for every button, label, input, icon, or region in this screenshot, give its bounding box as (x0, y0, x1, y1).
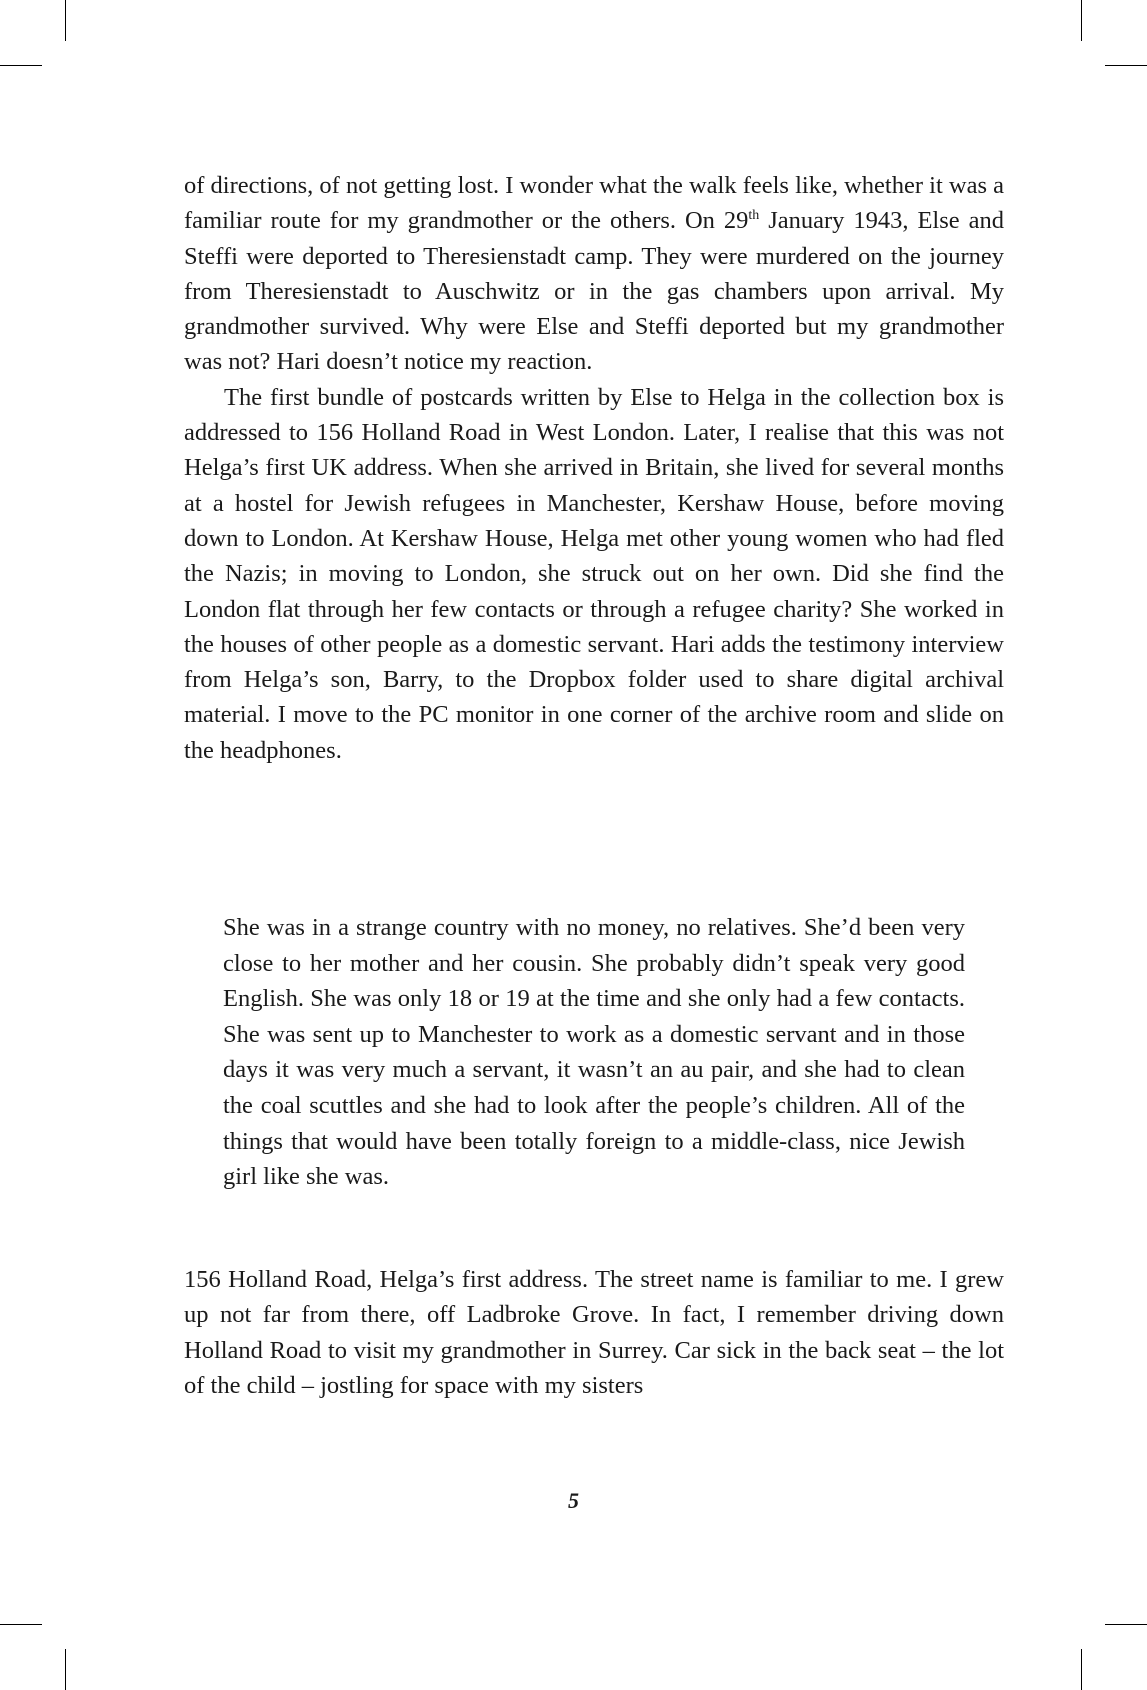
crop-mark-top-left-horizontal (0, 65, 42, 66)
paragraph-2: The first bundle of postcards written by Else to Helga in the collection box is addressed to 156 Holland Road in West London. Later, I realise that this was not Helga’s first UK address. When she arrived in Britain, she lived for several months at a hostel for Jewish refugees in Manchester, Kershaw House, before moving down to London. At Kershaw House, Helga met other young women who had fled the Nazis; in moving to London, she struck out on her own. Did she find the London flat through her few contacts or through a refugee charity? She worked in the houses of other people as a domestic servant. Hari adds the testimony interview from Helga’s son, Barry, to the Dropbox folder used to share digital archival material. I move to the PC monitor in one corner of the archive room and slide on the headphones. (184, 383, 1004, 764)
crop-mark-bottom-right-horizontal (1105, 1624, 1147, 1625)
crop-mark-bottom-right-vertical (1081, 1649, 1082, 1690)
crop-mark-bottom-left-horizontal (0, 1624, 42, 1625)
page-number: 5 (568, 1488, 579, 1513)
paragraph-1 (184, 168, 1004, 380)
crop-mark-top-left-vertical (65, 0, 66, 41)
blockquote-text: She was in a strange country with no money, no relatives. She’d been very close to her mother and her cousin. She probably didn’t speak very good English. She was only 18 or 19 at the time and she only had a few contacts. She was sent up to Manchester to work as a domestic servant and in those days it was very much a servant, it wasn’t an au pair, and she had to clean the coal scuttles and she had to look after the people’s children. All of the things that would have been totally foreign to a middle-class, nice Jewish girl like she was. (223, 914, 965, 1191)
paragraph-3: 156 Holland Road, Helga’s first address. The street name is familiar to me. I grew up not far from there, off Ladbroke Grove. In fact, I remember driving down Holland Road to visit my grandmother in Surrey. Car sick in the back seat – the lot of the child – jostling for space with my sisters (184, 1266, 1004, 1399)
crop-mark-bottom-left-vertical (65, 1649, 66, 1690)
body-text-bottom (184, 1262, 1004, 1403)
ordinal-superscript: th (748, 208, 760, 224)
blockquote (223, 910, 965, 1195)
crop-mark-top-right-vertical (1081, 0, 1082, 41)
paragraph-1-text-a: of directions, of not getting lost. I wonder what the walk feels like, whether it was a familiar route for my grandmother or the others. On 29 (184, 172, 1004, 235)
body-text-top (184, 168, 1004, 768)
crop-mark-top-right-horizontal (1105, 65, 1147, 66)
paragraph-1-text-b: January 1943, Else and Steffi were deported to Theresienstadt camp. They were murdered on the journey from Theresienstadt to Auschwitz or in the gas chambers upon arrival. My grandmother survived. Why were Else and Steffi deported but my grandmother was not? Hari doesn’t notice my reaction. (184, 207, 1004, 376)
